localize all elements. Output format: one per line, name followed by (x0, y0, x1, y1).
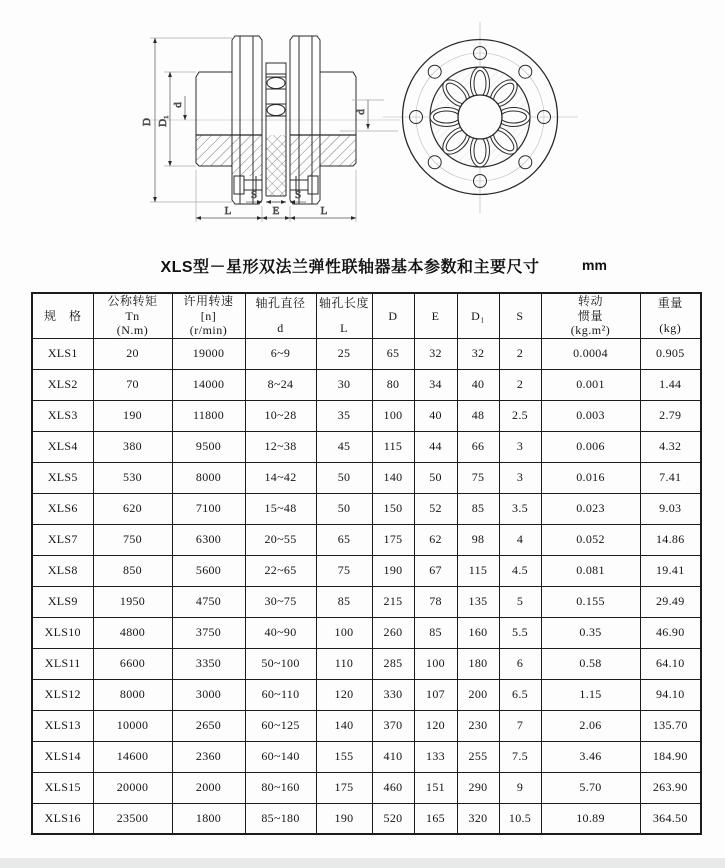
table-cell: 7 (499, 710, 541, 741)
table-cell: 140 (316, 710, 372, 741)
table-cell: 0.016 (541, 462, 640, 493)
dim-label-D: D (141, 118, 153, 126)
table-cell: 40 (414, 400, 457, 431)
table-cell: 64.10 (640, 648, 701, 679)
table-cell: 215 (372, 586, 414, 617)
table-row (32, 803, 701, 834)
column-header-0: 规 格 (32, 293, 93, 338)
table-cell: 410 (372, 741, 414, 772)
table-cell: 65 (316, 524, 372, 555)
table-cell: 4 (499, 524, 541, 555)
table-cell: 190 (372, 555, 414, 586)
table-cell: 14.86 (640, 524, 701, 555)
table-cell: 100 (316, 617, 372, 648)
table-cell: 3 (499, 462, 541, 493)
table-cell: 20000 (93, 772, 172, 803)
dim-label-d-left: d (172, 102, 184, 108)
table-row (32, 493, 701, 524)
table-cell: 50~100 (245, 648, 316, 679)
table-row (32, 400, 701, 431)
table-cell: 6.5 (499, 679, 541, 710)
table-cell: XLS1 (32, 338, 93, 369)
table-cell: 230 (457, 710, 499, 741)
table-cell: 5600 (172, 555, 245, 586)
table-cell: 3 (499, 431, 541, 462)
table-cell: 14000 (172, 369, 245, 400)
table-cell: 135 (457, 586, 499, 617)
table-row (32, 369, 701, 400)
table-cell: 2650 (172, 710, 245, 741)
table-cell: 9500 (172, 431, 245, 462)
table-cell: 29.49 (640, 586, 701, 617)
dim-label-d-right: d (355, 109, 367, 115)
table-cell: XLS3 (32, 400, 93, 431)
table-header (32, 293, 701, 338)
table-cell: 85~180 (245, 803, 316, 834)
table-cell: XLS14 (32, 741, 93, 772)
table-row (32, 586, 701, 617)
table-cell: 100 (372, 400, 414, 431)
table-cell: 115 (372, 431, 414, 462)
table-cell: 46.90 (640, 617, 701, 648)
table-cell: 0.052 (541, 524, 640, 555)
table-cell: 48 (457, 400, 499, 431)
table-cell: 50 (316, 493, 372, 524)
table-cell: XLS8 (32, 555, 93, 586)
table-cell: 0.0004 (541, 338, 640, 369)
table-row (32, 431, 701, 462)
dim-label-E: E (272, 205, 280, 217)
table-cell: 10.89 (541, 803, 640, 834)
table-cell: 25 (316, 338, 372, 369)
table-cell: 4750 (172, 586, 245, 617)
table-cell: 15~48 (245, 493, 316, 524)
unit-label: mm (582, 257, 607, 273)
table-row (32, 648, 701, 679)
table-cell: 3.5 (499, 493, 541, 524)
table-row (32, 741, 701, 772)
table-cell: 7.5 (499, 741, 541, 772)
table-cell: 8000 (93, 679, 172, 710)
column-header-4: 轴孔长度 L (316, 293, 372, 338)
table-cell: XLS15 (32, 772, 93, 803)
table-row (32, 772, 701, 803)
bottom-strip (0, 858, 725, 868)
dim-label-S-right: S (294, 189, 302, 201)
table-cell: 75 (457, 462, 499, 493)
table-cell: 14600 (93, 741, 172, 772)
table-cell: 460 (372, 772, 414, 803)
table-cell: 0.35 (541, 617, 640, 648)
table-cell: 364.50 (640, 803, 701, 834)
dim-label-S-left: S (250, 189, 258, 201)
table-cell: 22~65 (245, 555, 316, 586)
table-cell: 290 (457, 772, 499, 803)
table-cell: 40~90 (245, 617, 316, 648)
table-cell: 70 (93, 369, 172, 400)
table-cell: 2.79 (640, 400, 701, 431)
table-cell: 165 (414, 803, 457, 834)
table-cell: 32 (414, 338, 457, 369)
table-row (32, 710, 701, 741)
table-cell: 32 (457, 338, 499, 369)
table-cell: 20~55 (245, 524, 316, 555)
table-cell: 50 (316, 462, 372, 493)
table-cell: 530 (93, 462, 172, 493)
table-cell: 78 (414, 586, 457, 617)
table-cell: XLS9 (32, 586, 93, 617)
table-cell: 50 (414, 462, 457, 493)
table-cell: 6~9 (245, 338, 316, 369)
table-cell: 85 (457, 493, 499, 524)
table-row (32, 617, 701, 648)
table-cell: 19.41 (640, 555, 701, 586)
table-cell: 52 (414, 493, 457, 524)
table-cell: 7100 (172, 493, 245, 524)
table-cell: 6 (499, 648, 541, 679)
table-cell: 155 (316, 741, 372, 772)
table-cell: 150 (372, 493, 414, 524)
table-cell: 0.58 (541, 648, 640, 679)
table-cell: 0.003 (541, 400, 640, 431)
table-cell: XLS11 (32, 648, 93, 679)
table-cell: 133 (414, 741, 457, 772)
table-cell: 100 (414, 648, 457, 679)
table-cell: 850 (93, 555, 172, 586)
table-cell: 370 (372, 710, 414, 741)
page-title: XLS型－星形双法兰弹性联轴器基本参数和主要尺寸 (160, 259, 540, 276)
table-row (32, 338, 701, 369)
table-cell: 14~42 (245, 462, 316, 493)
table-cell: 4.5 (499, 555, 541, 586)
table-cell: 5.70 (541, 772, 640, 803)
table-cell: 0.155 (541, 586, 640, 617)
table-cell: 190 (316, 803, 372, 834)
table-cell: 11800 (172, 400, 245, 431)
table-cell: 5 (499, 586, 541, 617)
table-cell: 23500 (93, 803, 172, 834)
table-row (32, 524, 701, 555)
column-header-2: 许用转速 [n] (r/min) (172, 293, 245, 338)
table-cell: 60~110 (245, 679, 316, 710)
table-cell: 40 (457, 369, 499, 400)
table-row (32, 679, 701, 710)
table-cell: 175 (372, 524, 414, 555)
table-cell: 0.081 (541, 555, 640, 586)
column-header-8: S (499, 293, 541, 338)
table-cell: 110 (316, 648, 372, 679)
table-cell: 85 (414, 617, 457, 648)
table-cell: 140 (372, 462, 414, 493)
table-cell: 151 (414, 772, 457, 803)
table-cell: 45 (316, 431, 372, 462)
table-cell: 190 (93, 400, 172, 431)
table-cell: 44 (414, 431, 457, 462)
table-cell: 30 (316, 369, 372, 400)
table-cell: 260 (372, 617, 414, 648)
table-cell: 1950 (93, 586, 172, 617)
table-cell: 2.06 (541, 710, 640, 741)
table-cell: 160 (457, 617, 499, 648)
column-header-10: 重量 (kg) (640, 293, 701, 338)
table-cell: 520 (372, 803, 414, 834)
dim-label-L-left: L (224, 205, 232, 217)
table-cell: XLS4 (32, 431, 93, 462)
table-cell: 3350 (172, 648, 245, 679)
column-header-5: D (372, 293, 414, 338)
table-cell: 4.32 (640, 431, 701, 462)
column-header-3: 轴孔直径 d (245, 293, 316, 338)
technical-drawing (0, 0, 725, 250)
table-cell: 6600 (93, 648, 172, 679)
table-cell: 330 (372, 679, 414, 710)
table-cell: XLS5 (32, 462, 93, 493)
table-cell: 8~24 (245, 369, 316, 400)
table-cell: 2000 (172, 772, 245, 803)
table-cell: 3.46 (541, 741, 640, 772)
table-cell: 35 (316, 400, 372, 431)
spec-table (31, 292, 702, 835)
table-cell: 2 (499, 369, 541, 400)
table-cell: XLS6 (32, 493, 93, 524)
table-cell: 85 (316, 586, 372, 617)
table-cell: XLS7 (32, 524, 93, 555)
table-cell: XLS10 (32, 617, 93, 648)
table-cell: 34 (414, 369, 457, 400)
table-cell: 2360 (172, 741, 245, 772)
table-cell: 4800 (93, 617, 172, 648)
table-row (32, 462, 701, 493)
table-cell: 320 (457, 803, 499, 834)
table-cell: 175 (316, 772, 372, 803)
section-view (142, 36, 400, 204)
table-cell: 10.5 (499, 803, 541, 834)
table-cell: 9.03 (640, 493, 701, 524)
table-cell: 120 (316, 679, 372, 710)
table-cell: 115 (457, 555, 499, 586)
table-cell: 135.70 (640, 710, 701, 741)
table-cell: 7.41 (640, 462, 701, 493)
table-cell: 67 (414, 555, 457, 586)
table-cell: 107 (414, 679, 457, 710)
table-cell: 98 (457, 524, 499, 555)
table-cell: 1.44 (640, 369, 701, 400)
table-cell: 6300 (172, 524, 245, 555)
table-cell: XLS16 (32, 803, 93, 834)
table-cell: 66 (457, 431, 499, 462)
table-cell: XLS2 (32, 369, 93, 400)
table-cell: 120 (414, 710, 457, 741)
table-cell: XLS13 (32, 710, 93, 741)
table-cell: 3750 (172, 617, 245, 648)
table-cell: 30~75 (245, 586, 316, 617)
table-cell: 60~125 (245, 710, 316, 741)
table-cell: 2 (499, 338, 541, 369)
dim-label-L-right: L (320, 205, 328, 217)
table-cell: 19000 (172, 338, 245, 369)
table-cell: 255 (457, 741, 499, 772)
table-cell: 9 (499, 772, 541, 803)
column-header-1: 公称转矩 Tn (N.m) (93, 293, 172, 338)
table-cell: 75 (316, 555, 372, 586)
table-cell: 10~28 (245, 400, 316, 431)
table-cell: 12~38 (245, 431, 316, 462)
table-cell: 2.5 (499, 400, 541, 431)
table-body (32, 338, 701, 834)
table-cell: 200 (457, 679, 499, 710)
table-cell: 620 (93, 493, 172, 524)
table-cell: 80 (372, 369, 414, 400)
table-cell: 750 (93, 524, 172, 555)
table-cell: XLS12 (32, 679, 93, 710)
table-cell: 10000 (93, 710, 172, 741)
column-header-7: D₁ (457, 293, 499, 338)
dim-label-D1: D₁ (157, 115, 169, 127)
table-cell: 65 (372, 338, 414, 369)
table-cell: 94.10 (640, 679, 701, 710)
column-header-9: 转动 惯量 (kg.m²) (541, 293, 640, 338)
column-header-6: E (414, 293, 457, 338)
table-cell: 8000 (172, 462, 245, 493)
table-cell: 184.90 (640, 741, 701, 772)
table-cell: 20 (93, 338, 172, 369)
table-cell: 60~140 (245, 741, 316, 772)
table-cell: 263.90 (640, 772, 701, 803)
table-cell: 180 (457, 648, 499, 679)
table-cell: 3000 (172, 679, 245, 710)
table-cell: 0.905 (640, 338, 701, 369)
table-cell: 1.15 (541, 679, 640, 710)
table-cell: 80~160 (245, 772, 316, 803)
table-cell: 380 (93, 431, 172, 462)
table-row (32, 555, 701, 586)
table-cell: 5.5 (499, 617, 541, 648)
table-cell: 285 (372, 648, 414, 679)
table-cell: 0.001 (541, 369, 640, 400)
table-cell: 1800 (172, 803, 245, 834)
front-view (383, 22, 578, 213)
table-cell: 0.006 (541, 431, 640, 462)
table-cell: 0.023 (541, 493, 640, 524)
table-cell: 62 (414, 524, 457, 555)
